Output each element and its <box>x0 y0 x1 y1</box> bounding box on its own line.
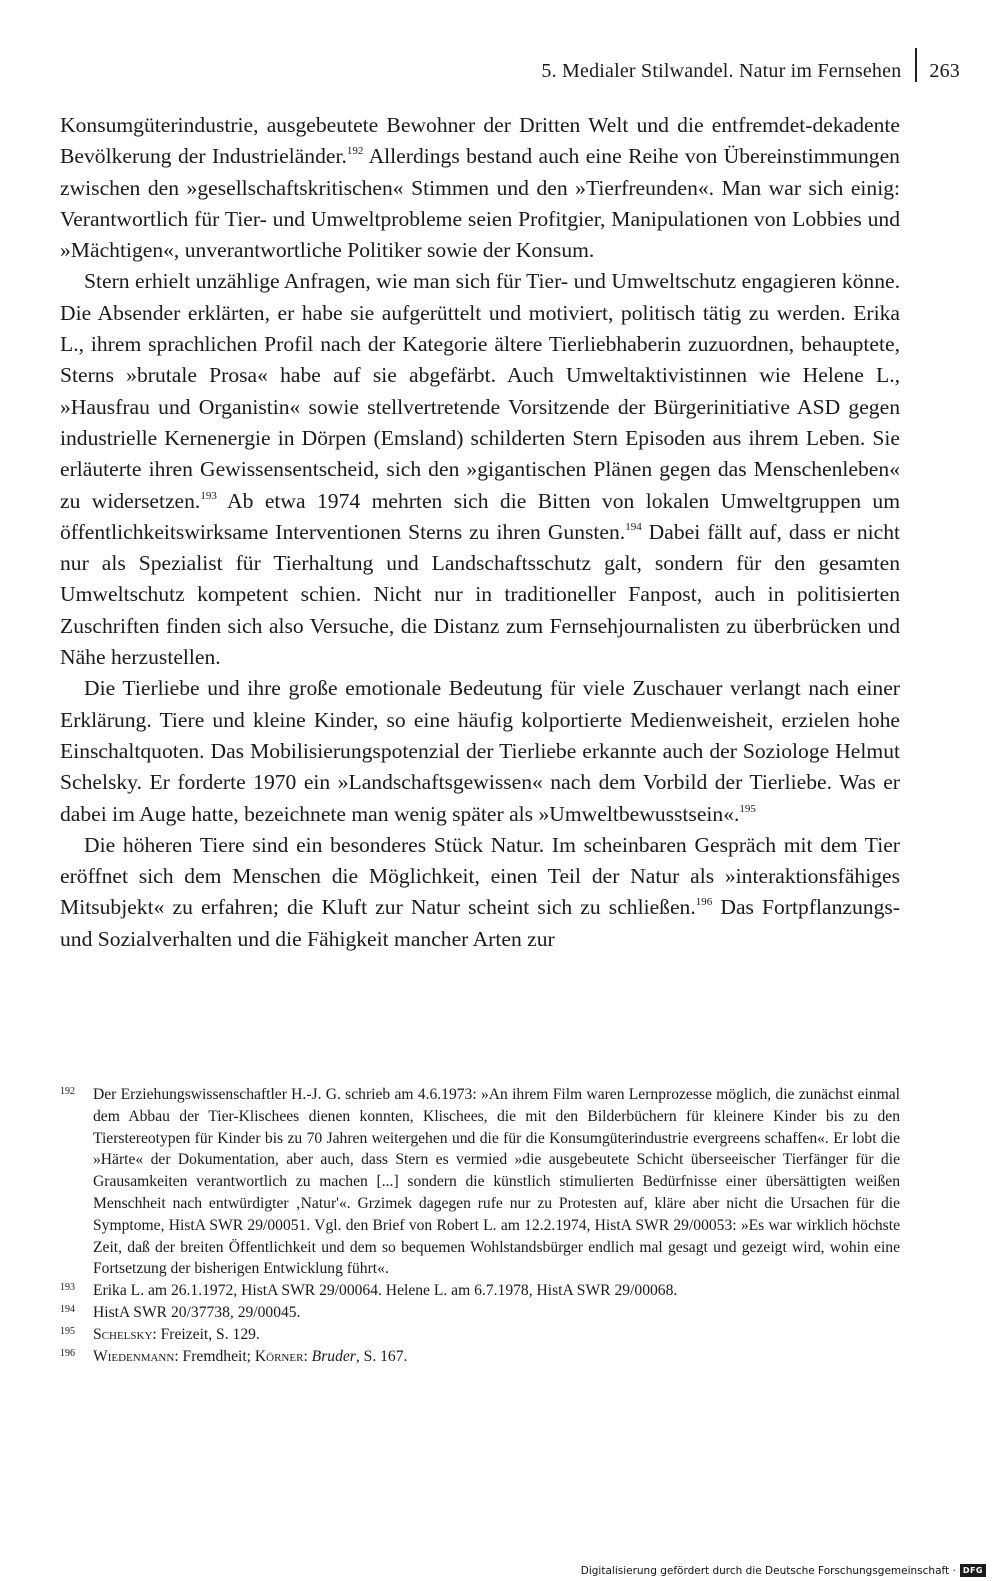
footnote-text: : <box>303 1347 312 1365</box>
footnote-reference: 192 <box>346 145 364 158</box>
author-name: Wiedenmann <box>93 1347 175 1365</box>
footnote <box>60 1302 900 1324</box>
body-paragraph <box>60 266 900 673</box>
main-text <box>60 110 900 955</box>
footnote-number: 196 <box>60 1347 75 1359</box>
footnote-text: Erika L. am 26.1.1972, HistA SWR 29/00064. Helene L. am 6.7.1978, HistA SWR 29/00068. <box>93 1282 678 1300</box>
paragraph-text: Allerdings bestand auch eine Reihe von Übereinstimmungen zwischen den »gesellschaftskritischen« Stimmen und den »Tierfreunden«. Man war sich einig: Verantwortlich für Tier- und Umweltprobleme seien Profitgier, Manipulationen von Lobbies und »Mächtigen«, unverantwortliche Politiker sowie der Konsum. <box>60 144 900 263</box>
footnote-text: , S. 167. <box>355 1347 408 1365</box>
page-number: 263 <box>929 59 960 82</box>
paragraph-text: Die höheren Tiere sind ein besonderes Stück Natur. Im scheinbaren Gespräch mit dem Tier eröffnet sich dem Menschen die Möglichkeit, einen Teil der Natur als »interaktionsfähiges Mitsubjekt« zu erfahren; die Kluft zur Natur scheint sich zu schließen. <box>60 832 900 920</box>
footnote-reference: 193 <box>200 489 217 502</box>
footnote-text <box>93 1302 900 1324</box>
paragraph-text: Die Tierliebe und ihre große emotionale Bedeutung für viele Zuschauer verlangt nach einer Erklärung. Tiere und kleine Kinder, so eine häufig kolportierte Medienweisheit, erzielen hohe Einschaltquoten. Das Mobilisierungspotenzial der Tierliebe erkannte auch der Soziologe Helmut Schelsky. Er forderte 1970 ein »Landschaftsgewissen« nach dem Vorbild der Tierliebe. Was er dabei im Auge hatte, bezeichnete man wenig später als »Umweltbewusstsein«. <box>60 676 900 826</box>
footnote-number: 193 <box>60 1282 75 1294</box>
footnote-reference: 194 <box>625 520 642 533</box>
footnotes-section <box>60 1084 900 1367</box>
paragraph-text: Das Fortpflanzungs- und Sozialverhalten und die Fähigkeit mancher Arten zur <box>60 895 900 951</box>
footnote <box>60 1280 900 1302</box>
footnote-text <box>93 1084 900 1280</box>
paragraph-text: Stern erhielt unzählige Anfragen, wie man sich für Tier- und Umweltschutz engagieren könne. Die Absender erklärten, er habe sie aufgerüttelt und motiviert, politisch tätig zu werden. Erika L., ihrem sprachlichen Profil nach der Kategorie ältere Tierliebhaberin zuzuordnen, behauptete, Sterns »brutale Prosa« habe auf sie abgefärbt. Auch Umweltaktivistinnen wie Helene L., »Hausfrau und Organistin« sowie stellvertretende Vorsitzende der Bürgerinitiative ASD gegen industrielle Kernenergie in Dörpen (Emsland) schilderten Stern Episoden aus ihrem Leben. Sie erläuterte ihren Gewissensentscheid, sich den »gigantischen Plänen gegen das Menschenleben« zu widersetzen. <box>60 269 900 513</box>
footnote-number: 194 <box>60 1303 75 1315</box>
author-name: Schelsky <box>93 1325 153 1343</box>
dfg-logo: DFG <box>960 1564 986 1577</box>
header-divider <box>915 48 917 82</box>
footnote-text <box>93 1280 900 1302</box>
footnote-text: HistA SWR 20/37738, 29/00045. <box>93 1303 301 1321</box>
paragraph-text: Dabei fällt auf, dass er nicht nur als Spezialist für Tierhaltung und Landschaftsschutz galt, sondern für den gesamten Umweltschutz kompetent schien. Nicht nur in traditioneller Fanpost, auch in politisierten Zuschriften finden sich also Versuche, die Distanz zum Fernsehjournalisten zu überbrücken und Nähe herzustellen. <box>60 519 900 670</box>
footnote <box>60 1084 900 1280</box>
footnote <box>60 1346 900 1368</box>
footnote-text: : Fremdheit; <box>174 1347 255 1365</box>
page-header <box>541 54 960 88</box>
funding-notice: Digitalisierung gefördert durch die Deutsche Forschungsgemeinschaft · <box>580 1564 956 1577</box>
footnote-reference: 195 <box>739 802 756 815</box>
footnote-number: 192 <box>60 1086 75 1097</box>
footnote-number: 195 <box>60 1325 75 1337</box>
page-footer <box>581 1564 986 1577</box>
body-paragraph <box>60 110 900 266</box>
footnote <box>60 1324 900 1346</box>
body-paragraph <box>60 673 900 829</box>
paragraph-text: Ab etwa 1974 mehrten sich die Bitten von lokalen Umweltgruppen um öffentlichkeitswirksame Interventionen Sterns zu ihren Gunsten. <box>60 488 900 544</box>
paragraph-text: Konsumgüterindustrie, ausgebeutete Bewohner der Dritten Welt und die entfremdet-dekadente Bevölkerung der Industrieländer. <box>60 113 900 169</box>
running-title: 5. Medialer Stilwandel. Natur im Fernsehen <box>541 59 902 82</box>
title-italic: Bruder <box>311 1347 356 1365</box>
footnote-text <box>93 1324 900 1346</box>
footnote-text: : Freizeit, S. 129. <box>152 1325 260 1343</box>
footnote-text <box>93 1346 900 1368</box>
footnote-text: Der Erziehungswissenschaftler H.-J. G. schrieb am 4.6.1973: »An ihrem Film waren Lernprozesse möglich, die zunächst einmal dem Abbau der Tier-Klischees dienen konnten, Klischees, die mit den Bilderbüchern für kleinere Kinder bis zu den Tierstereotypen für Kinder bis zu 70 Jahren weitergehen und die für die Konsumgüterindustrie evergreens schaffen«. Er lobt die »Härte« der Dokumentation, aber auch, dass Stern es vermied »die ausgebeutete Schicht überseeischer Tierfänger für die Grausamkeiten verantwortlich zu machen [...] sondern die künstlich stimulierten Bedürfnisse einer übersättigten weißen Menschheit nach entwürdigter ‚Natur'«. Grzimek dagegen rufe nur zu Protesten auf, kläre aber nicht die Ursachen für die Symptome, HistA SWR 29/00051. Vgl. den Brief von Robert L. am 12.2.1974, HistA SWR 29/00053: »Es war wirklich höchste Zeit, daß der breiten Öffentlichkeit und dem so bequemen Wohlstandsbürger endlich mal gesagt und gezeigt wird, wohin eine Fortsetzung der bisherigen Entwicklung führt«. <box>93 1086 900 1278</box>
author-name: Körner <box>254 1347 304 1365</box>
body-paragraph <box>60 830 900 955</box>
footnote-reference: 196 <box>695 896 713 909</box>
